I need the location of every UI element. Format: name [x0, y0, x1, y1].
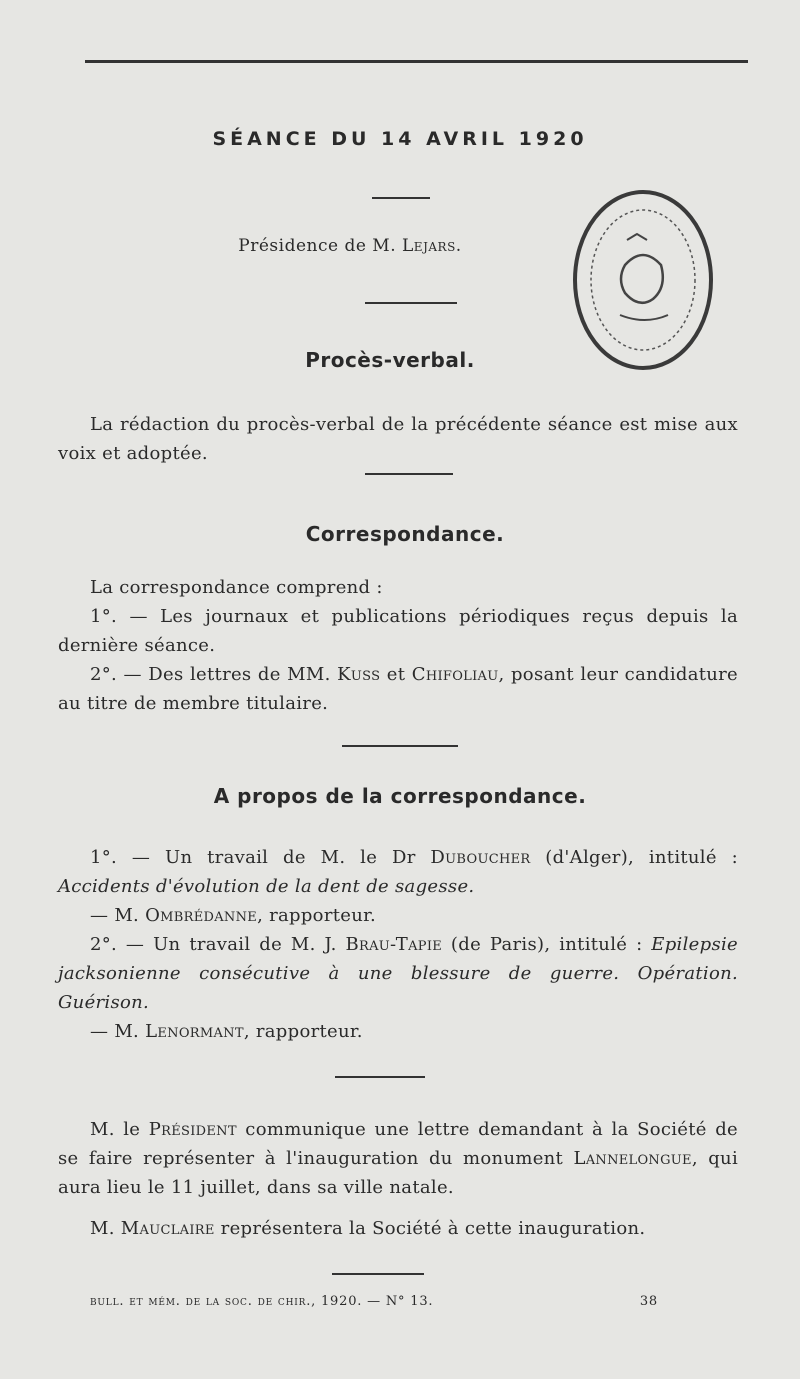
rapporteur-prefix: — M. — [90, 905, 146, 926]
divider — [365, 473, 453, 475]
a-propos-heading: A propos de la correspondance. — [213, 784, 587, 808]
p2-prefix: M. — [90, 1218, 121, 1239]
rapporteur-lenormant: Lenormant — [145, 1021, 244, 1042]
correspondance-body — [58, 573, 738, 718]
member-name-kuss: Kuss — [337, 664, 381, 685]
divider — [342, 745, 458, 747]
rapporteur-1 — [58, 901, 738, 930]
rapporteur-suffix: , rapporteur. — [257, 905, 377, 926]
divider — [365, 302, 457, 304]
work-title-1: Accidents d'évolution de la dent de sagesse. — [58, 876, 475, 897]
a-propos-item-2 — [58, 930, 738, 1017]
presidence-suffix: . — [455, 236, 462, 256]
correspondance-item-2 — [58, 660, 738, 718]
p1-suffix: , qui aura lieu le 11 juillet, dans sa ville natale. — [58, 1148, 738, 1198]
correspondance-intro: La correspondance comprend : — [90, 577, 383, 598]
member-name-chifoliau: Chifoliau — [411, 664, 499, 685]
president-paragraph-1 — [58, 1115, 738, 1202]
proces-verbal-paragraph: La rédaction du procès-verbal de la précédente séance est mise aux voix et adoptée. — [58, 414, 738, 464]
journal-reference: bull. et mém. de la soc. de chir., 1920. — N° 13. — [90, 1294, 434, 1309]
seance-title: SÉANCE DU 14 AVRIL 1920 — [212, 128, 588, 150]
rapporteur-suffix: , rapporteur. — [243, 1021, 363, 1042]
monument-name: Lannelongue — [573, 1148, 692, 1169]
author-duboucher: Duboucher — [430, 847, 531, 868]
representative-mauclaire: Mauclaire — [120, 1218, 215, 1239]
item1-prefix: 1°. — Un travail de M. le Dr — [90, 847, 431, 868]
president-body — [58, 1115, 738, 1243]
top-rule — [85, 60, 748, 63]
item2-prefix: 2°. — Un travail de M. J. — [90, 934, 346, 955]
correspondance-item-1: 1°. — Les journaux et publications périodiques reçus depuis la dernière séance. — [58, 606, 738, 656]
item2-mid: et — [380, 664, 412, 685]
president-paragraph-2 — [58, 1214, 738, 1243]
divider — [372, 197, 430, 199]
page-footer — [90, 1294, 658, 1309]
rapporteur-ombredanne: Ombrédanne — [145, 905, 258, 926]
divider — [335, 1076, 425, 1078]
correspondance-heading: Correspondance. — [305, 522, 505, 546]
work-title-2: Epilepsie jacksonienne consécutive à une blessure de guerre. Opération. Guérison. — [58, 934, 738, 1013]
presidence-prefix: Présidence de M. — [238, 236, 403, 256]
rapporteur-2 — [58, 1017, 738, 1046]
page-number: 38 — [639, 1294, 658, 1309]
author-brau-tapie: Brau-Tapie — [345, 934, 443, 955]
p1-prefix: M. le — [90, 1119, 149, 1140]
a-propos-item-1 — [58, 843, 738, 901]
item1-place: (d'Alger), intitulé : — [530, 847, 738, 868]
item2-prefix: 2°. — Des lettres de MM. — [90, 664, 338, 685]
president-name: Lejars — [402, 236, 456, 256]
proces-verbal-text — [58, 410, 738, 468]
rapporteur-prefix: — M. — [90, 1021, 146, 1042]
p2-suffix: représentera la Société à cette inauguration. — [214, 1218, 646, 1239]
president-title: Président — [148, 1119, 237, 1140]
item2-suffix: , posant leur candidature au titre de membre titulaire. — [58, 664, 739, 714]
a-propos-body — [58, 843, 738, 1046]
item2-place: (de Paris), intitulé : — [442, 934, 652, 955]
divider — [332, 1273, 424, 1275]
proces-verbal-heading: Procès-verbal. — [305, 348, 475, 372]
p1-text: communique une lettre demandant à la Société de se faire représenter à l'inauguration du monument — [58, 1119, 738, 1169]
